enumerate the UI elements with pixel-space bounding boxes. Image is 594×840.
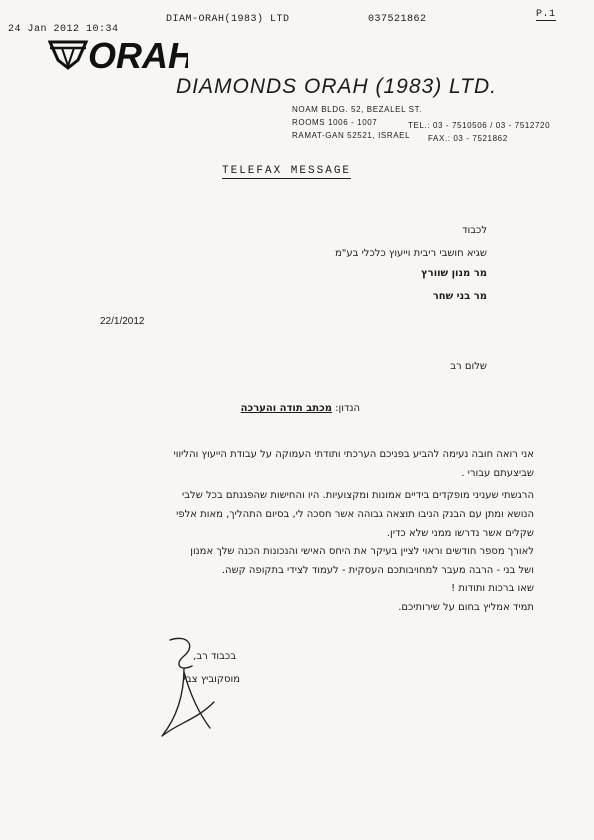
blessing-line: שאו ברכות ותודות !	[451, 583, 534, 594]
recipient-person-1: מר מנון שוורץ	[421, 268, 487, 279]
greeting: שלום רב	[450, 361, 487, 372]
recipient-to: לכבוד	[462, 225, 487, 236]
subject-line	[241, 403, 360, 414]
body-paragraph-2	[64, 486, 534, 543]
paragraph-line: הנושא ומתן עם הבנק הניבו תוצאה גבוהה אשר חסכה לי, בסיום התהליך, מאות אלפי	[176, 509, 534, 520]
paragraph-line: הרגשתי שעניני מופקדים בידיים אמונות ומקצועיות. היו והחישות שהפגנתם בכל שלבי	[182, 490, 534, 501]
logo-text: ORAH	[88, 35, 188, 72]
fax-number: 037521862	[368, 14, 427, 25]
address-building: NOAM BLDG. 52, BEZALEL ST.	[292, 105, 423, 114]
address-city: RAMAT-GAN 52521, ISRAEL	[292, 131, 411, 140]
signer-name: מוסקוביץ צבי	[183, 674, 240, 685]
recommendation-line: תמיד אמליץ בחום על שירותיכם.	[398, 602, 534, 613]
diamond-logo-icon	[48, 34, 188, 72]
paragraph-line: ושל בני - הרבה מעבר למחויבותכם העסקית - לעמוד לצידי בתקופה קשה.	[221, 565, 534, 576]
telephone: TEL.: 03 - 7510506 / 03 - 7512720	[408, 121, 551, 130]
recipient-person-2: מר בני שחר	[432, 291, 487, 302]
subject-label: הנדון:	[335, 403, 360, 414]
subject-text: מכתב תודה והערכה	[240, 403, 332, 414]
paragraph-line: לאורך מספר חודשים וראוי לציין בעיקר את היחס האישי והנכונות הכנה שלך אמנון	[190, 546, 534, 557]
letter-date: 22/1/2012	[100, 316, 145, 327]
body-paragraph-1	[64, 445, 534, 483]
company-name: DIAMONDS ORAH (1983) LTD.	[176, 75, 497, 98]
body-paragraph-3	[64, 542, 534, 580]
closing: בכבוד רב,	[193, 651, 236, 662]
paragraph-line: שקלים אשר נדרשו ממני שלא כדין.	[386, 528, 534, 539]
fax-sender-id: DIAM-ORAH(1983) LTD	[166, 14, 290, 25]
paragraph-line: שביצעתם עבורי .	[461, 468, 534, 479]
recipient-firm: שגיא חושבי ריבית וייעוץ כלכלי בע"מ	[334, 248, 487, 259]
page-number: P.1	[536, 9, 556, 20]
handwritten-signature	[140, 632, 230, 742]
fax: FAX.: 03 - 7521862	[428, 134, 508, 143]
fax-datetime: 24 Jan 2012 10:34	[8, 24, 119, 35]
paragraph-line: אני רואה חובה נעימה להביע בפניכם הערכתי ותודתי העמוקה על עבודת הייעוץ והליווי	[173, 449, 534, 460]
telefax-title: TELEFAX MESSAGE	[222, 165, 352, 177]
address-rooms: ROOMS 1006 - 1007	[292, 118, 378, 127]
orah-logo	[48, 34, 188, 72]
